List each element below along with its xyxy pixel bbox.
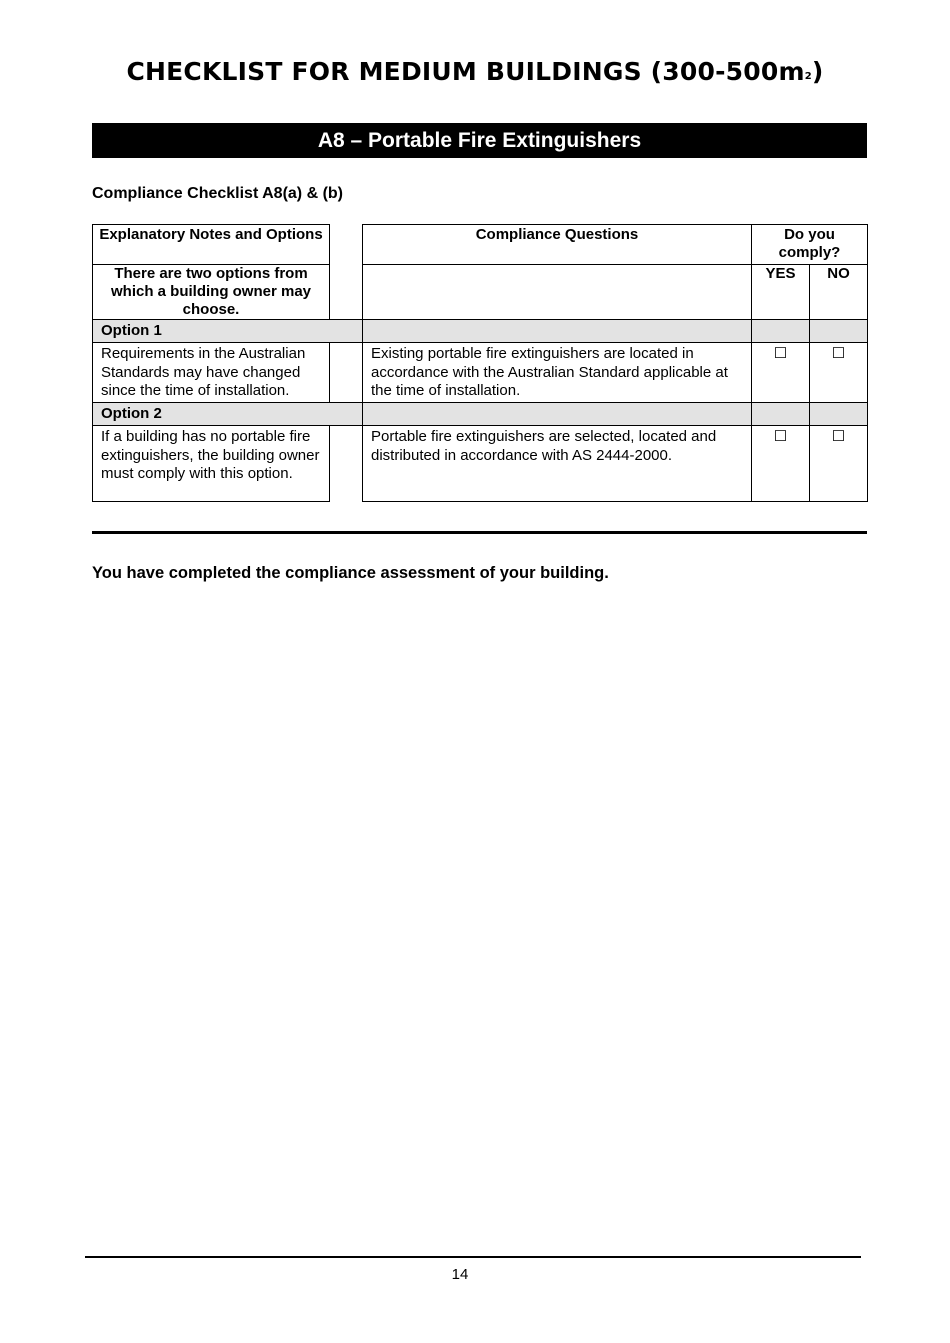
page-title — [0, 57, 950, 86]
option-label: Option 2 — [93, 403, 363, 426]
checklist-subheading: Compliance Checklist A8(a) & (b) — [92, 185, 344, 202]
section-banner: A8 – Portable Fire Extinguishers — [92, 123, 867, 158]
yes-checkbox[interactable]: ☐ — [752, 343, 810, 403]
title-text: CHECKLIST FOR MEDIUM BUILDINGS (300-500m — [126, 57, 805, 86]
intro-gap — [330, 265, 363, 320]
option-shade-questions — [363, 320, 752, 343]
header-gap — [330, 225, 363, 265]
header-notes: Explanatory Notes and Options — [93, 225, 330, 265]
compliance-table — [92, 224, 868, 502]
title-close-paren: ) — [811, 57, 824, 86]
page-number: 14 — [451, 1266, 469, 1283]
option-gap — [330, 343, 363, 403]
option-1-row — [93, 320, 868, 343]
option-label: Option 1 — [93, 320, 363, 343]
option-note: If a building has no portable fire extinguishers, the building owner must comply with this option. — [93, 426, 330, 502]
option-question: Portable fire extinguishers are selected, located and distributed in accordance with AS 2444-2000. — [363, 426, 752, 502]
option-note: Requirements in the Australian Standards may have changed since the time of installation. — [93, 343, 330, 403]
option-gap — [330, 426, 363, 502]
completion-message: You have completed the compliance assessment of your building. — [92, 564, 609, 582]
no-checkbox[interactable]: ☐ — [810, 426, 868, 502]
section-divider — [92, 531, 867, 534]
option-2-detail-row — [93, 426, 868, 502]
header-yes: YES — [752, 265, 810, 320]
option-shade-questions — [363, 403, 752, 426]
option-shade-yes — [752, 403, 810, 426]
option-2-row — [93, 403, 868, 426]
option-shade-no — [810, 403, 868, 426]
footer-divider — [85, 1256, 861, 1258]
no-checkbox[interactable]: ☐ — [810, 343, 868, 403]
yes-checkbox[interactable]: ☐ — [752, 426, 810, 502]
header-questions: Compliance Questions — [363, 225, 752, 265]
option-shade-yes — [752, 320, 810, 343]
option-question: Existing portable fire extinguishers are located in accordance with the Australian Standard applicable at the time of installation. — [363, 343, 752, 403]
option-shade-no — [810, 320, 868, 343]
option-1-detail-row — [93, 343, 868, 403]
header-intro: There are two options from which a building owner may choose. — [93, 265, 330, 320]
title-superscript: 2 — [804, 71, 812, 82]
header-no: NO — [810, 265, 868, 320]
intro-question-blank — [363, 265, 752, 320]
header-comply: Do you comply? — [752, 225, 868, 265]
